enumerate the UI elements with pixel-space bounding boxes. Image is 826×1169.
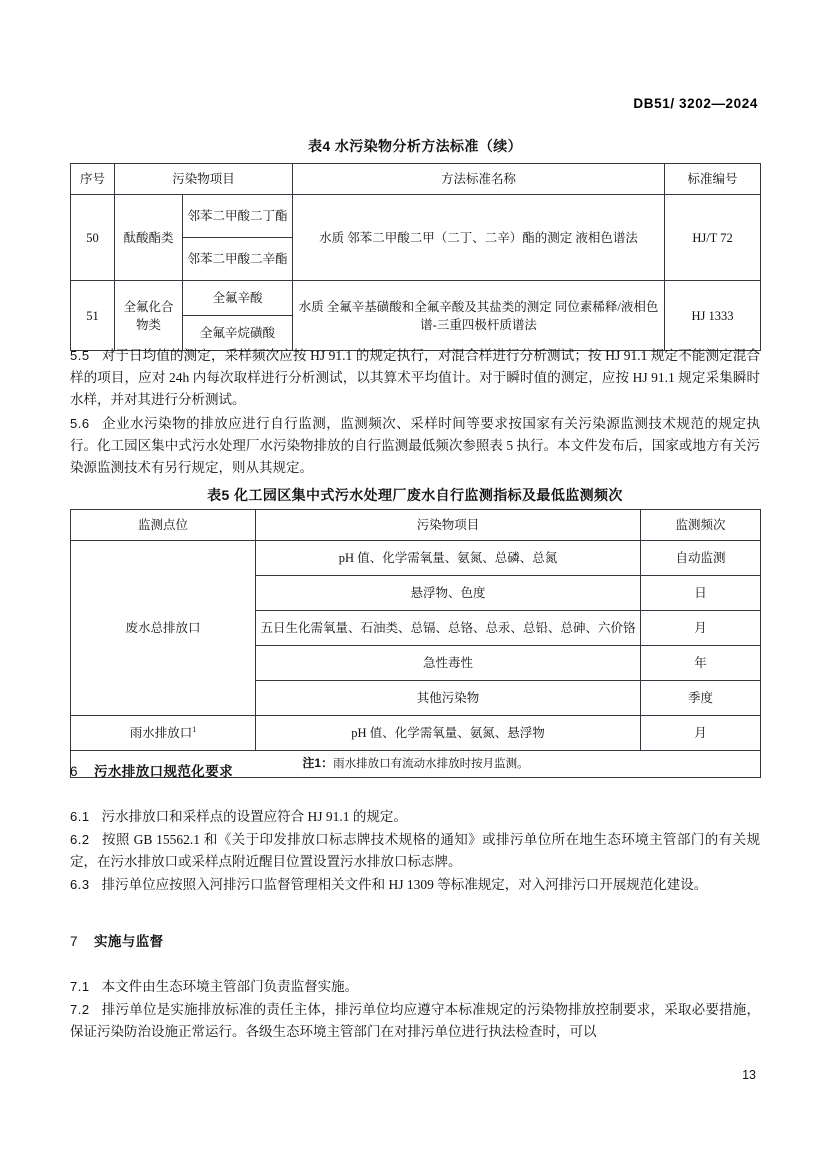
- table4-row0-code: HJ/T 72: [665, 195, 761, 281]
- table5-group0-row4-frequency: 季度: [641, 681, 761, 716]
- clause-7-1: [70, 976, 760, 998]
- table5-header-row: [71, 510, 761, 541]
- table4-caption: [70, 136, 760, 156]
- table5-group1-point-footnote: 1: [192, 724, 197, 734]
- table4-header-method: 方法标准名称: [293, 164, 665, 195]
- table4-header-row: [71, 164, 761, 195]
- section-6-title-line: [70, 760, 760, 780]
- table5-header-point: 监测点位: [71, 510, 256, 541]
- table5-group0-row4-pollutant: 其他污染物: [256, 681, 641, 716]
- table5-group0-point: 废水总排放口: [71, 541, 256, 716]
- section-7-heading: [70, 930, 760, 950]
- table4-header-code: 标准编号: [665, 164, 761, 195]
- clause-6-2-number: 6.2: [70, 832, 90, 847]
- table5-group0-row1-pollutant: 悬浮物、色度: [256, 576, 641, 611]
- table5-header-pollutant: 污染物项目: [256, 510, 641, 541]
- table5-group0-row2-pollutant: 五日生化需氧量、石油类、总镉、总铬、总汞、总铅、总砷、六价铬: [256, 611, 641, 646]
- clause-5-6-text: 企业水污染物的排放应进行自行监测，监测频次、采样时间等要求按国家有关污染源监测技术规范的规定执行。化工园区集中式污水处理厂水污染物排放的自行监测最低频次参照表 5 执行。本文件发布后，国家或地方有关污染源监测技术有另行规定，则从其规定。: [70, 416, 760, 475]
- clause-5-5-text: 对于日均值的测定，采样频次应按 HJ 91.1 的规定执行，对混合样进行分析测试；按 HJ 91.1 规定不能测定混合样的项目，应对 24h 内每次取样进行分析测试，以其算术平均值计。对于瞬时值的测定，应按 HJ 91.1 规定采集瞬时水样，并对其进行分析测试。: [70, 348, 760, 407]
- table4-row0-item0: 邻苯二甲酸二丁酯: [183, 195, 293, 238]
- clause-7-2-number: 7.2: [70, 1002, 90, 1017]
- clause-6-1-number: 6.1: [70, 809, 90, 824]
- table5-group1-point-label: 雨水排放口: [129, 726, 193, 741]
- table5-header-frequency: 监测频次: [641, 510, 761, 541]
- section-7-title-line: [70, 930, 760, 950]
- table4-row1-category: 全氟化合物类: [115, 281, 183, 351]
- table4-row1-method: 水质 全氟辛基磺酸和全氟辛酸及其盐类的测定 同位素稀释/液相色谱-三重四极杆质谱法: [293, 281, 665, 351]
- table5-caption: [70, 485, 760, 505]
- section-6-number: 6: [70, 764, 78, 779]
- clause-7-1-number: 7.1: [70, 979, 90, 994]
- table5-group0-row0-frequency: 自动监测: [641, 541, 761, 576]
- table4-row1-item1: 全氟辛烷磺酸: [183, 316, 293, 351]
- table4-header-pollutant: 污染物项目: [115, 164, 293, 195]
- table5-group1-row0-pollutant: pH 值、化学需氧量、氨氮、悬浮物: [256, 716, 641, 751]
- document-header-standard-code: DB51/ 3202—2024: [633, 96, 758, 111]
- clause-6-2-text: 按照 GB 15562.1 和《关于印发排放口标志牌技术规格的通知》或排污单位所在地生态环境主管部门的有关规定，在污水排放口或采样点附近醒目位置设置污水排放口标志牌。: [70, 832, 760, 869]
- table4-row1-seq: 51: [71, 281, 115, 351]
- table5-note-text: 雨水排放口有流动水排放时按月监测。: [333, 758, 529, 771]
- clause-6-1: [70, 806, 760, 828]
- table-row: [71, 195, 761, 238]
- clause-6-2-paragraph: [70, 829, 760, 873]
- clause-6-3-text: 排污单位应按照入河排污口监督管理相关文件和 HJ 1309 等标准规定，对入河排污口开展规范化建设。: [101, 877, 708, 892]
- table4-row0-category: 酞酸酯类: [115, 195, 183, 281]
- clause-6-1-paragraph: [70, 806, 760, 828]
- table4-header-seq: 序号: [71, 164, 115, 195]
- table5-group1-point: [71, 716, 256, 751]
- table4-caption-text: 表4 水污染物分析方法标准（续）: [307, 138, 523, 154]
- clause-7-1-text: 本文件由生态环境主管部门负责监督实施。: [101, 979, 359, 994]
- table4-container: [70, 163, 760, 351]
- table5-container: [70, 509, 760, 778]
- table4-row1-item0: 全氟辛酸: [183, 281, 293, 316]
- table5-group0-row3-pollutant: 急性毒性: [256, 646, 641, 681]
- clause-5-6-paragraph: [70, 413, 760, 479]
- table4-row1-code: HJ 1333: [665, 281, 761, 351]
- table-row: [71, 541, 761, 576]
- table5-group1-row0-frequency: 月: [641, 716, 761, 751]
- table5-note-label: 注1：: [302, 756, 334, 771]
- clause-7-1-paragraph: [70, 976, 760, 998]
- table5: [70, 509, 761, 778]
- table5-group0-row1-frequency: 日: [641, 576, 761, 611]
- clause-7-2-paragraph: [70, 999, 760, 1043]
- section-7-title: 实施与监督: [94, 934, 164, 949]
- clause-5-5: [70, 345, 760, 411]
- table-row: [71, 281, 761, 316]
- clause-5-5-paragraph: [70, 345, 760, 411]
- table4-row0-method: 水质 邻苯二甲酸二甲（二丁、二辛）酯的测定 液相色谱法: [293, 195, 665, 281]
- table5-group0-row2-frequency: 月: [641, 611, 761, 646]
- clause-7-2-text: 排污单位是实施排放标准的责任主体，排污单位均应遵守本标准规定的污染物排放控制要求，采取必要措施，保证污染防治设施正常运行。各级生态环境主管部门在对排污单位进行执法检查时，可以: [70, 1002, 760, 1039]
- page-number: 13: [742, 1068, 756, 1082]
- section-7-number: 7: [70, 934, 78, 949]
- clause-5-5-number: 5.5: [70, 348, 90, 363]
- clause-6-3: [70, 874, 760, 896]
- table-row: [71, 716, 761, 751]
- clause-6-3-number: 6.3: [70, 877, 90, 892]
- clause-6-3-paragraph: [70, 874, 760, 896]
- clause-6-1-text: 污水排放口和采样点的设置应符合 HJ 91.1 的规定。: [101, 809, 407, 824]
- section-6-heading: [70, 760, 760, 780]
- clause-6-2: [70, 829, 760, 873]
- clause-7-2: [70, 999, 760, 1043]
- table5-group0-row3-frequency: 年: [641, 646, 761, 681]
- table5-caption-text: 表5 化工园区集中式污水处理厂废水自行监测指标及最低监测频次: [207, 487, 623, 503]
- table4-row0-item1: 邻苯二甲酸二辛酯: [183, 238, 293, 281]
- table4-row0-seq: 50: [71, 195, 115, 281]
- table4: [70, 163, 761, 351]
- clause-5-6: [70, 413, 760, 479]
- table5-group0-row0-pollutant: pH 值、化学需氧量、氨氮、总磷、总氮: [256, 541, 641, 576]
- section-6-title: 污水排放口规范化要求: [94, 764, 233, 779]
- clause-5-6-number: 5.6: [70, 416, 90, 431]
